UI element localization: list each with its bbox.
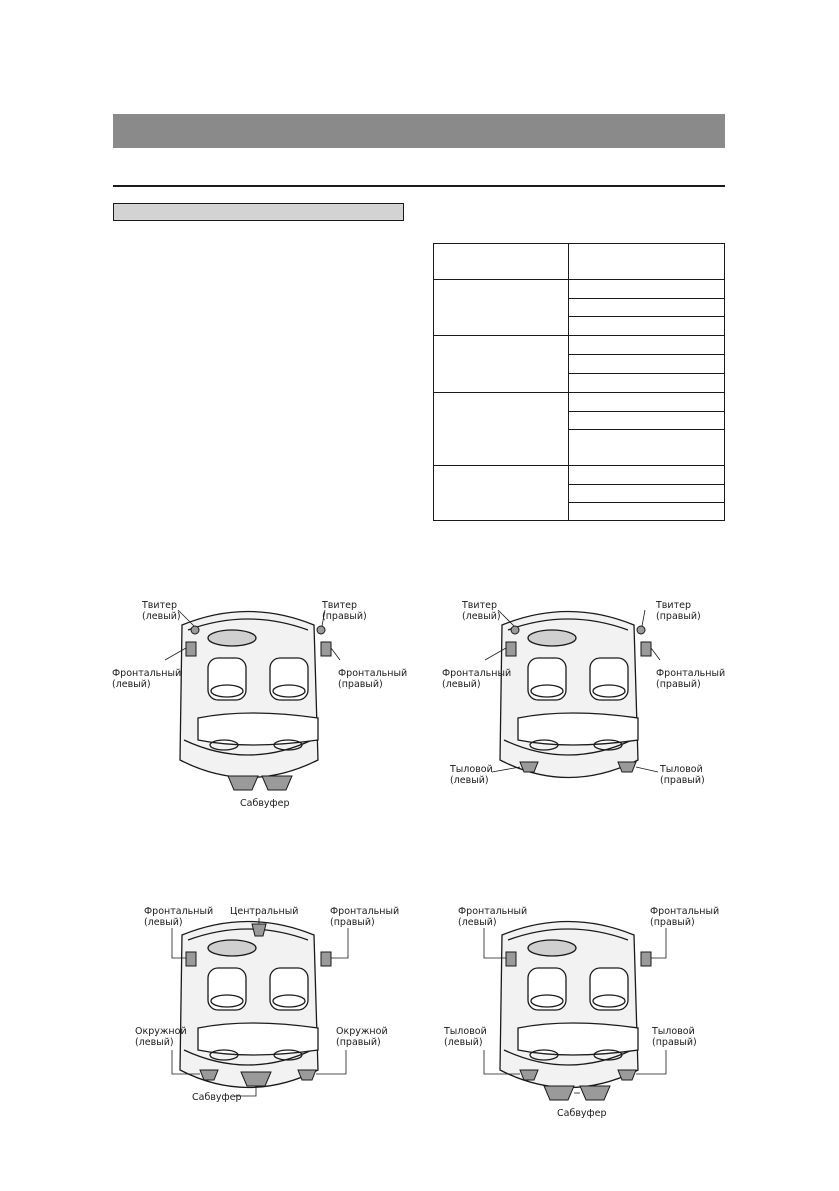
speaker-front-right-icon — [321, 952, 331, 966]
rear-bench-icon — [198, 713, 318, 745]
label-front-left: Фронтальный — [144, 906, 214, 917]
label-rear-right: Тыловой — [660, 764, 703, 775]
label-tweeter-right: Твитер — [656, 600, 691, 611]
speaker-center-icon — [252, 924, 266, 936]
label-front-right-side: (правый) — [656, 679, 701, 690]
subwoofer-icon — [228, 776, 258, 790]
label-subwoofer: Сабвуфер — [557, 1108, 607, 1119]
label-rear-right-side: (правый) — [660, 775, 705, 786]
speaker-rear-right-icon — [618, 762, 636, 772]
label-surround-left-side: (левый) — [135, 1037, 174, 1048]
steering-wheel-icon — [208, 630, 256, 646]
tweeter-right-icon — [317, 626, 325, 634]
rear-bench-icon — [198, 1023, 318, 1055]
table-row-divider — [434, 279, 724, 280]
subsection-header-box — [113, 203, 404, 221]
speaker-front-left-icon — [186, 642, 196, 656]
table-row-divider — [568, 316, 724, 317]
label-rear-right: Тыловой — [652, 1026, 695, 1037]
table-row-divider — [568, 298, 724, 299]
speaker-layout-diagram-tweeter-front-rear — [420, 590, 726, 830]
label-tweeter-right: Твитер — [322, 600, 357, 611]
steering-wheel-icon — [528, 630, 576, 646]
section-divider — [113, 185, 725, 187]
label-front-right-side: (правый) — [338, 679, 383, 690]
label-tweeter-left-side: (левый) — [462, 611, 501, 622]
speaker-layout-diagram-front-rear-sub — [420, 900, 720, 1140]
speaker-rear-right-icon — [618, 1070, 636, 1080]
steering-wheel-icon — [208, 940, 256, 956]
table-row-divider — [434, 465, 724, 466]
table-row-divider — [568, 502, 724, 503]
subwoofer-icon — [262, 776, 292, 790]
label-front-right-side: (правый) — [650, 917, 695, 928]
table-row-divider — [568, 373, 724, 374]
speaker-front-left-icon — [506, 642, 516, 656]
label-tweeter-right-side: (правый) — [322, 611, 367, 622]
label-tweeter-left: Твитер — [142, 600, 177, 611]
speaker-spec-table — [433, 243, 725, 521]
speaker-surround-right-icon — [298, 1070, 316, 1080]
subwoofer-icon — [580, 1086, 610, 1100]
table-row-divider — [568, 429, 724, 430]
label-front-left-side: (левый) — [458, 917, 497, 928]
label-front-left: Фронтальный — [112, 668, 182, 679]
label-surround-left: Окружной — [135, 1026, 187, 1037]
speaker-front-right-icon — [641, 952, 651, 966]
table-column-divider — [568, 244, 569, 520]
label-rear-right-side: (правый) — [652, 1037, 697, 1048]
section-header-bar — [113, 114, 725, 148]
speaker-front-left-icon — [186, 952, 196, 966]
tweeter-right-icon — [637, 626, 645, 634]
label-front-left-side: (левый) — [442, 679, 481, 690]
subwoofer-icon — [544, 1086, 574, 1100]
car-outline — [500, 612, 638, 778]
label-front-left-side: (левый) — [144, 917, 183, 928]
car-outline — [180, 612, 318, 778]
car-outline — [500, 922, 638, 1088]
tweeter-left-icon — [511, 626, 519, 634]
label-tweeter-right-side: (правый) — [656, 611, 701, 622]
table-row-divider — [434, 392, 724, 393]
table-row-divider — [568, 484, 724, 485]
steering-wheel-icon — [528, 940, 576, 956]
car-outline — [180, 922, 318, 1088]
label-surround-right-side: (правый) — [336, 1037, 381, 1048]
label-surround-right: Окружной — [336, 1026, 388, 1037]
speaker-front-right-icon — [321, 642, 331, 656]
label-front-left: Фронтальный — [458, 906, 528, 917]
rear-bench-icon — [518, 713, 638, 745]
speaker-layout-diagram-tweeter-front-sub — [100, 590, 408, 830]
label-front-right-side: (правый) — [330, 917, 375, 928]
label-front-right: Фронтальный — [338, 668, 408, 679]
label-rear-left-side: (левый) — [450, 775, 489, 786]
label-subwoofer: Сабвуфер — [240, 798, 290, 809]
label-center: Центральный — [230, 906, 299, 917]
label-subwoofer: Сабвуфер — [192, 1092, 242, 1103]
table-row-divider — [568, 411, 724, 412]
label-tweeter-left-side: (левый) — [142, 611, 181, 622]
label-tweeter-left: Твитер — [462, 600, 497, 611]
tweeter-left-icon — [191, 626, 199, 634]
label-front-right: Фронтальный — [656, 668, 726, 679]
rear-bench-icon — [518, 1023, 638, 1055]
label-front-right: Фронтальный — [650, 906, 720, 917]
speaker-front-left-icon — [506, 952, 516, 966]
label-front-left-side: (левый) — [112, 679, 151, 690]
speaker-layout-diagram-5-1 — [100, 900, 400, 1140]
table-row-divider — [568, 354, 724, 355]
label-front-right: Фронтальный — [330, 906, 400, 917]
label-rear-left-side: (левый) — [444, 1037, 483, 1048]
label-rear-left: Тыловой — [444, 1026, 487, 1037]
label-front-left: Фронтальный — [442, 668, 512, 679]
table-row-divider — [434, 335, 724, 336]
label-rear-left: Тыловой — [450, 764, 493, 775]
speaker-front-right-icon — [641, 642, 651, 656]
